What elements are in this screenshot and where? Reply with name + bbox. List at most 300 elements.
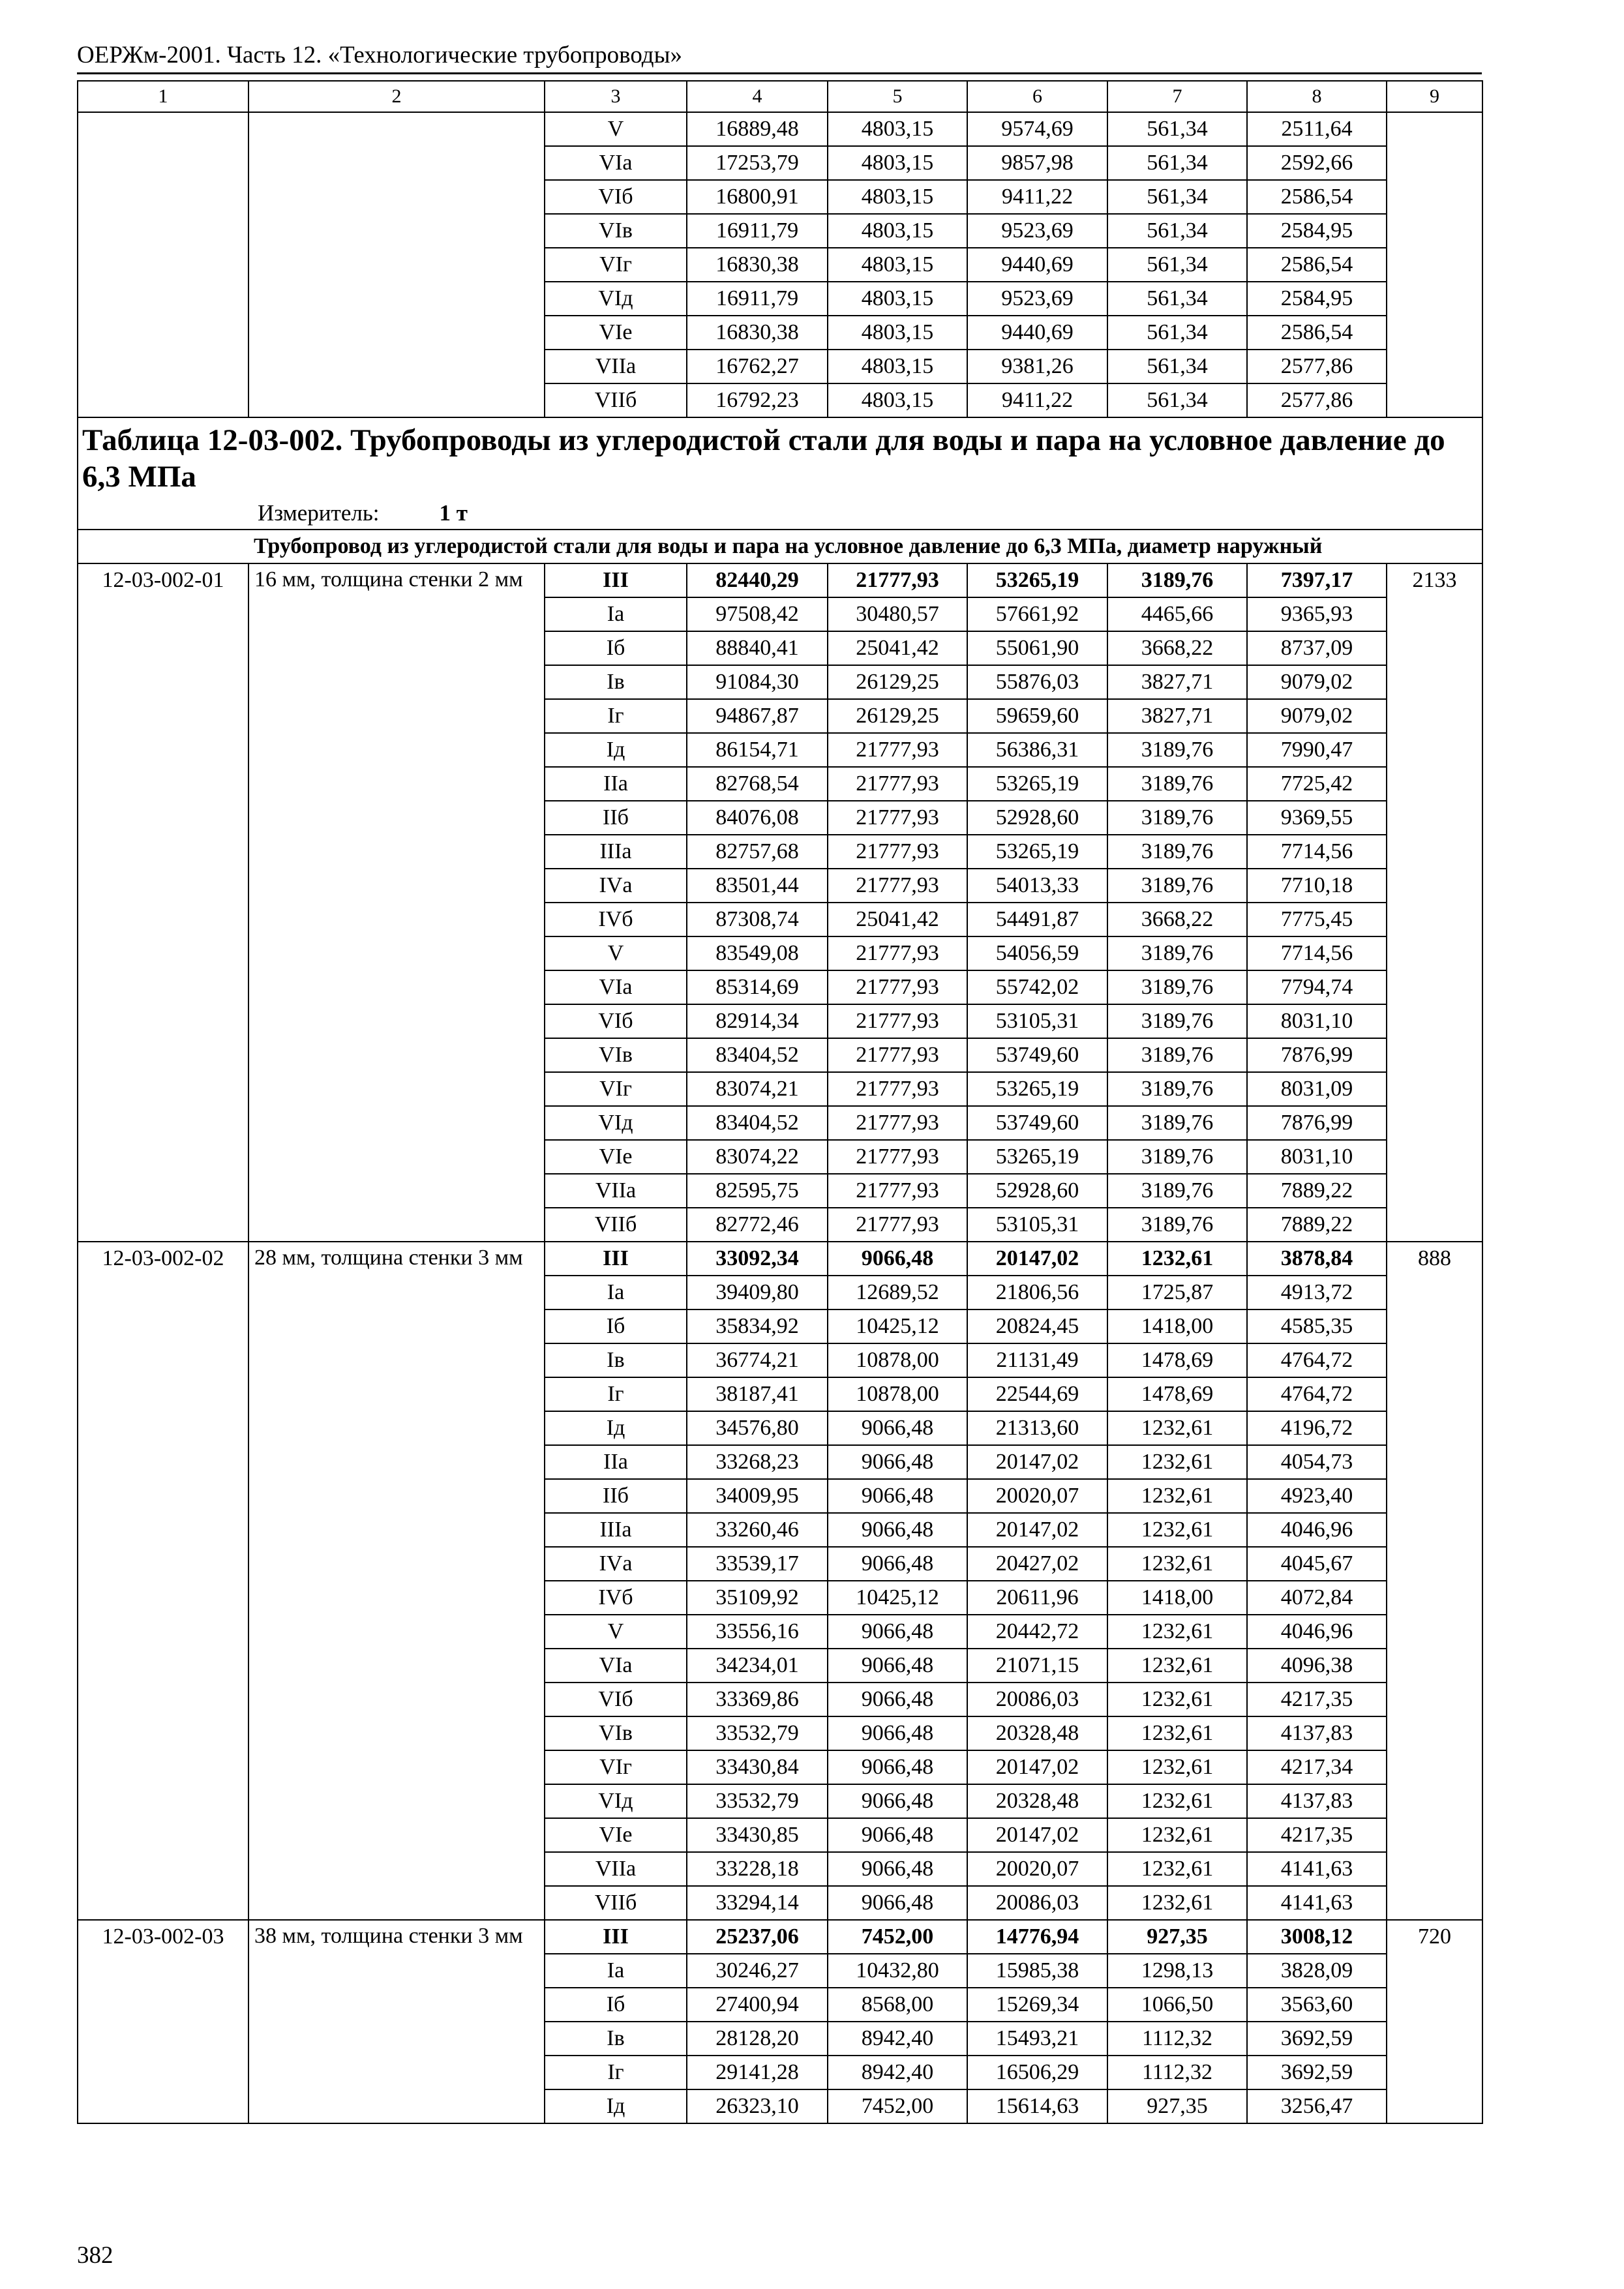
value-cell: 9523,69 [967,214,1107,248]
value-cell: 8031,10 [1247,1140,1387,1174]
zone-cell: VIб [545,1004,687,1038]
zone-cell: IIб [545,1479,687,1513]
zone-cell: VIг [545,1072,687,1106]
description-cell [248,112,545,417]
value-cell: 20020,07 [967,1852,1107,1886]
value-cell: 54056,59 [967,936,1107,970]
value-cell: 9574,69 [967,112,1107,146]
value-cell: 3189,76 [1107,1038,1247,1072]
value-cell: 39409,80 [687,1276,828,1309]
value-cell: 2586,54 [1247,180,1387,214]
value-cell: 3189,76 [1107,767,1247,801]
value-cell: 82768,54 [687,767,828,801]
zone-cell: VIв [545,1038,687,1072]
value-cell: 35109,92 [687,1581,828,1615]
zone-cell: VIб [545,1683,687,1716]
value-cell: 4217,34 [1247,1750,1387,1784]
zone-cell: VIв [545,214,687,248]
value-cell: 3189,76 [1107,1208,1247,1242]
zone-cell: IIа [545,1445,687,1479]
zone-cell: VIд [545,1784,687,1818]
value-cell: 3189,76 [1107,835,1247,869]
value-cell: 9079,02 [1247,699,1387,733]
value-cell: 1232,61 [1107,1818,1247,1852]
zone-cell: Iв [545,1343,687,1377]
value-cell: 1232,61 [1107,1479,1247,1513]
value-cell: 9066,48 [828,1852,967,1886]
zone-cell: Iа [545,1954,687,1988]
zone-cell: Iг [545,2056,687,2089]
zone-cell: VIе [545,1140,687,1174]
group-title-cell: Трубопровод из углеродистой стали для воды и пара на условное давление до 6,3 МПа, диаметр наружный [78,530,1482,563]
value-cell: 7990,47 [1247,733,1387,767]
value-cell: 4137,83 [1247,1716,1387,1750]
value-cell: 561,34 [1107,112,1247,146]
zone-cell: IVа [545,869,687,903]
value-cell: 561,34 [1107,146,1247,180]
value-cell: 33294,14 [687,1886,828,1920]
value-cell: 4096,38 [1247,1649,1387,1683]
table-row [78,1920,1482,1954]
value-cell: 21777,93 [828,1072,967,1106]
value-cell: 10878,00 [828,1377,967,1411]
value-cell: 25041,42 [828,903,967,936]
value-cell: 33092,34 [687,1242,828,1276]
value-cell: 87308,74 [687,903,828,936]
value-cell: 16911,79 [687,282,828,316]
value-cell: 15614,63 [967,2089,1107,2123]
zone-cell: IIа [545,767,687,801]
value-cell: 25041,42 [828,631,967,665]
value-cell: 35834,92 [687,1309,828,1343]
value-cell: 12689,52 [828,1276,967,1309]
value-cell: 4803,15 [828,146,967,180]
value-cell: 34009,95 [687,1479,828,1513]
value-cell: 4585,35 [1247,1309,1387,1343]
value-cell: 8031,10 [1247,1004,1387,1038]
value-cell: 10425,12 [828,1581,967,1615]
value-cell: 52928,60 [967,1174,1107,1208]
value-cell: 55742,02 [967,970,1107,1004]
value-cell: 16506,29 [967,2056,1107,2089]
unit-line [258,499,1477,528]
zone-cell: Iа [545,1276,687,1309]
value-cell: 8568,00 [828,1988,967,2022]
zone-cell: VIд [545,1106,687,1140]
table-row [78,112,1482,146]
value-cell: 9440,69 [967,248,1107,282]
value-cell: 33430,85 [687,1818,828,1852]
value-cell: 3828,09 [1247,1954,1387,1988]
value-cell: 53265,19 [967,1072,1107,1106]
value-cell: 4141,63 [1247,1852,1387,1886]
zone-cell: VIIа [545,1174,687,1208]
value-cell: 33539,17 [687,1547,828,1581]
value-cell: 21777,93 [828,733,967,767]
value-cell: 15985,38 [967,1954,1107,1988]
zone-cell: Iд [545,2089,687,2123]
zone-cell: VIб [545,180,687,214]
value-cell: 1232,61 [1107,1242,1247,1276]
value-cell: 9066,48 [828,1615,967,1649]
zone-cell: VIа [545,970,687,1004]
value-cell: 2577,86 [1247,383,1387,417]
zone-cell: IVб [545,1581,687,1615]
value-cell: 4137,83 [1247,1784,1387,1818]
value-cell: 3189,76 [1107,801,1247,835]
value-cell: 1478,69 [1107,1343,1247,1377]
value-cell: 4803,15 [828,282,967,316]
value-cell: 3668,22 [1107,903,1247,936]
value-cell: 3008,12 [1247,1920,1387,1954]
value-cell: 1725,87 [1107,1276,1247,1309]
value-cell: 561,34 [1107,282,1247,316]
value-cell: 2584,95 [1247,282,1387,316]
value-cell: 21071,15 [967,1649,1107,1683]
value-cell: 97508,42 [687,597,828,631]
zone-cell: VIа [545,146,687,180]
value-cell: 561,34 [1107,180,1247,214]
zone-cell: VIIа [545,1852,687,1886]
value-cell: 4803,15 [828,316,967,350]
value-cell: 21777,93 [828,563,967,597]
value-cell: 4465,66 [1107,597,1247,631]
value-cell: 57661,92 [967,597,1107,631]
column-number: 1 [78,81,248,112]
value-cell: 82772,46 [687,1208,828,1242]
value-cell: 3189,76 [1107,1106,1247,1140]
value-cell: 3189,76 [1107,733,1247,767]
value-cell: 20020,07 [967,1479,1107,1513]
col9-cell [1387,112,1482,417]
value-cell: 10425,12 [828,1309,967,1343]
value-cell: 53749,60 [967,1038,1107,1072]
value-cell: 7714,56 [1247,936,1387,970]
value-cell: 94867,87 [687,699,828,733]
zone-cell: Iб [545,1309,687,1343]
value-cell: 20611,96 [967,1581,1107,1615]
zone-cell: Iб [545,631,687,665]
value-cell: 25237,06 [687,1920,828,1954]
value-cell: 2577,86 [1247,350,1387,383]
column-number: 8 [1247,81,1387,112]
value-cell: 9066,48 [828,1750,967,1784]
zone-cell: VIг [545,248,687,282]
zone-cell: Iб [545,1988,687,2022]
value-cell: 55876,03 [967,665,1107,699]
value-cell: 21806,56 [967,1276,1107,1309]
value-cell: 21777,93 [828,1140,967,1174]
value-cell: 4054,73 [1247,1445,1387,1479]
value-cell: 4764,72 [1247,1343,1387,1377]
table-title: Таблица 12-03-002. Трубопроводы из углеродистой стали для воды и пара на условное давление до 6,3 МПа [82,423,1445,494]
section-title-cell [78,417,1482,530]
value-cell: 7452,00 [828,2089,967,2123]
unit-label: Измеритель: [258,500,380,526]
value-cell: 7714,56 [1247,835,1387,869]
value-cell: 29141,28 [687,2056,828,2089]
value-cell: 1298,13 [1107,1954,1247,1988]
value-cell: 8942,40 [828,2056,967,2089]
value-cell: 16911,79 [687,214,828,248]
value-cell: 16800,91 [687,180,828,214]
value-cell: 1232,61 [1107,1750,1247,1784]
value-cell: 2511,64 [1247,112,1387,146]
value-cell: 16889,48 [687,112,828,146]
value-cell: 9066,48 [828,1547,967,1581]
value-cell: 561,34 [1107,383,1247,417]
value-cell: 9440,69 [967,316,1107,350]
value-cell: 1232,61 [1107,1683,1247,1716]
value-cell: 27400,94 [687,1988,828,2022]
col9-cell: 2133 [1387,563,1482,1242]
value-cell: 55061,90 [967,631,1107,665]
value-cell: 20147,02 [967,1513,1107,1547]
value-cell: 33532,79 [687,1716,828,1750]
rates-table [77,80,1483,2124]
description-cell: 16 мм, толщина стенки 2 мм [248,563,545,1242]
value-cell: 53265,19 [967,1140,1107,1174]
value-cell: 83074,22 [687,1140,828,1174]
value-cell: 53105,31 [967,1004,1107,1038]
value-cell: 4072,84 [1247,1581,1387,1615]
value-cell: 3668,22 [1107,631,1247,665]
value-cell: 1112,32 [1107,2056,1247,2089]
value-cell: 9066,48 [828,1818,967,1852]
value-cell: 7710,18 [1247,869,1387,903]
value-cell: 8737,09 [1247,631,1387,665]
value-cell: 561,34 [1107,350,1247,383]
value-cell: 26323,10 [687,2089,828,2123]
value-cell: 21777,93 [828,1208,967,1242]
value-cell: 7397,17 [1247,563,1387,597]
value-cell: 3189,76 [1107,936,1247,970]
value-cell: 9066,48 [828,1411,967,1445]
value-cell: 33556,16 [687,1615,828,1649]
value-cell: 20328,48 [967,1784,1107,1818]
value-cell: 4803,15 [828,248,967,282]
value-cell: 9411,22 [967,180,1107,214]
value-cell: 20147,02 [967,1242,1107,1276]
value-cell: 9523,69 [967,282,1107,316]
value-cell: 3692,59 [1247,2022,1387,2056]
value-cell: 1418,00 [1107,1309,1247,1343]
value-cell: 7725,42 [1247,767,1387,801]
table-row [78,1242,1482,1276]
column-number: 6 [967,81,1107,112]
value-cell: 3256,47 [1247,2089,1387,2123]
zone-cell: VIIб [545,383,687,417]
value-cell: 4803,15 [828,214,967,248]
value-cell: 1232,61 [1107,1411,1247,1445]
value-cell: 1232,61 [1107,1886,1247,1920]
value-cell: 20328,48 [967,1716,1107,1750]
value-cell: 21777,93 [828,1038,967,1072]
value-cell: 82595,75 [687,1174,828,1208]
value-cell: 9066,48 [828,1445,967,1479]
value-cell: 83501,44 [687,869,828,903]
running-header: ОЕРЖм-2001. Часть 12. «Технологические трубопроводы» [77,42,682,68]
value-cell: 33532,79 [687,1784,828,1818]
value-cell: 52928,60 [967,801,1107,835]
value-cell: 33268,23 [687,1445,828,1479]
value-cell: 9066,48 [828,1683,967,1716]
col9-cell: 720 [1387,1920,1482,2123]
value-cell: 16762,27 [687,350,828,383]
zone-cell: VIIб [545,1208,687,1242]
value-cell: 1232,61 [1107,1784,1247,1818]
column-number-row [78,81,1482,112]
value-cell: 15269,34 [967,1988,1107,2022]
value-cell: 4046,96 [1247,1513,1387,1547]
value-cell: 4046,96 [1247,1615,1387,1649]
value-cell: 20086,03 [967,1886,1107,1920]
value-cell: 53749,60 [967,1106,1107,1140]
value-cell: 3189,76 [1107,563,1247,597]
value-cell: 20147,02 [967,1818,1107,1852]
value-cell: 7794,74 [1247,970,1387,1004]
value-cell: 4196,72 [1247,1411,1387,1445]
value-cell: 15493,21 [967,2022,1107,2056]
value-cell: 2584,95 [1247,214,1387,248]
value-cell: 9066,48 [828,1784,967,1818]
value-cell: 1232,61 [1107,1547,1247,1581]
description-cell: 28 мм, толщина стенки 3 мм [248,1242,545,1920]
value-cell: 9365,93 [1247,597,1387,631]
value-cell: 927,35 [1107,2089,1247,2123]
zone-cell: IVб [545,903,687,936]
value-cell: 3827,71 [1107,665,1247,699]
value-cell: 28128,20 [687,2022,828,2056]
zone-cell: VIд [545,282,687,316]
value-cell: 38187,41 [687,1377,828,1411]
value-cell: 4803,15 [828,383,967,417]
value-cell: 16792,23 [687,383,828,417]
value-cell: 20442,72 [967,1615,1107,1649]
value-cell: 53265,19 [967,563,1107,597]
value-cell: 4045,67 [1247,1547,1387,1581]
value-cell: 33369,86 [687,1683,828,1716]
value-cell: 3189,76 [1107,1140,1247,1174]
value-cell: 83074,21 [687,1072,828,1106]
zone-cell: VIIа [545,350,687,383]
value-cell: 3692,59 [1247,2056,1387,2089]
value-cell: 4803,15 [828,180,967,214]
value-cell: 33260,46 [687,1513,828,1547]
zone-cell: Iа [545,597,687,631]
value-cell: 9857,98 [967,146,1107,180]
value-cell: 26129,25 [828,699,967,733]
zone-cell: III [545,1920,687,1954]
value-cell: 21777,93 [828,1106,967,1140]
value-cell: 83549,08 [687,936,828,970]
value-cell: 1066,50 [1107,1988,1247,2022]
section-title-row [78,417,1482,530]
zone-cell: Iг [545,1377,687,1411]
value-cell: 85314,69 [687,970,828,1004]
value-cell: 20147,02 [967,1445,1107,1479]
value-cell: 82757,68 [687,835,828,869]
value-cell: 4217,35 [1247,1683,1387,1716]
value-cell: 54013,33 [967,869,1107,903]
value-cell: 30480,57 [828,597,967,631]
value-cell: 7452,00 [828,1920,967,1954]
zone-cell: Iд [545,733,687,767]
value-cell: 9381,26 [967,350,1107,383]
column-number: 3 [545,81,687,112]
value-cell: 1232,61 [1107,1513,1247,1547]
value-cell: 20824,45 [967,1309,1107,1343]
value-cell: 20147,02 [967,1750,1107,1784]
value-cell: 10432,80 [828,1954,967,1988]
value-cell: 56386,31 [967,733,1107,767]
value-cell: 2586,54 [1247,316,1387,350]
value-cell: 4923,40 [1247,1479,1387,1513]
value-cell: 59659,60 [967,699,1107,733]
column-number: 9 [1387,81,1482,112]
value-cell: 34576,80 [687,1411,828,1445]
zone-cell: III [545,563,687,597]
value-cell: 86154,71 [687,733,828,767]
value-cell: 9066,48 [828,1242,967,1276]
value-cell: 2592,66 [1247,146,1387,180]
code-cell: 12-03-002-03 [78,1920,248,2123]
zone-cell: III [545,1242,687,1276]
value-cell: 1112,32 [1107,2022,1247,2056]
value-cell: 3878,84 [1247,1242,1387,1276]
col9-cell: 888 [1387,1242,1482,1920]
value-cell: 21131,49 [967,1343,1107,1377]
zone-cell: V [545,1615,687,1649]
value-cell: 1232,61 [1107,1445,1247,1479]
zone-cell: VIIб [545,1886,687,1920]
value-cell: 8031,09 [1247,1072,1387,1106]
value-cell: 21777,93 [828,801,967,835]
value-cell: 21777,93 [828,767,967,801]
value-cell: 9411,22 [967,383,1107,417]
zone-cell: Iд [545,1411,687,1445]
code-cell: 12-03-002-02 [78,1242,248,1920]
value-cell: 21777,93 [828,1174,967,1208]
value-cell: 21777,93 [828,970,967,1004]
value-cell: 9066,48 [828,1886,967,1920]
value-cell: 53265,19 [967,767,1107,801]
value-cell: 3189,76 [1107,1072,1247,1106]
zone-cell: Iв [545,665,687,699]
value-cell: 21777,93 [828,936,967,970]
value-cell: 83404,52 [687,1106,828,1140]
column-number: 7 [1107,81,1247,112]
column-number: 5 [828,81,967,112]
value-cell: 16830,38 [687,248,828,282]
value-cell: 53265,19 [967,835,1107,869]
zone-cell: VIе [545,1818,687,1852]
value-cell: 33430,84 [687,1750,828,1784]
value-cell: 7889,22 [1247,1174,1387,1208]
value-cell: 561,34 [1107,248,1247,282]
zone-cell: IVа [545,1547,687,1581]
value-cell: 3563,60 [1247,1988,1387,2022]
value-cell: 82914,34 [687,1004,828,1038]
value-cell: 4913,72 [1247,1276,1387,1309]
value-cell: 9369,55 [1247,801,1387,835]
zone-cell: V [545,112,687,146]
value-cell: 21777,93 [828,835,967,869]
unit-value: 1 т [439,500,468,526]
description-cell: 38 мм, толщина стенки 3 мм [248,1920,545,2123]
value-cell: 84076,08 [687,801,828,835]
value-cell: 9066,48 [828,1716,967,1750]
